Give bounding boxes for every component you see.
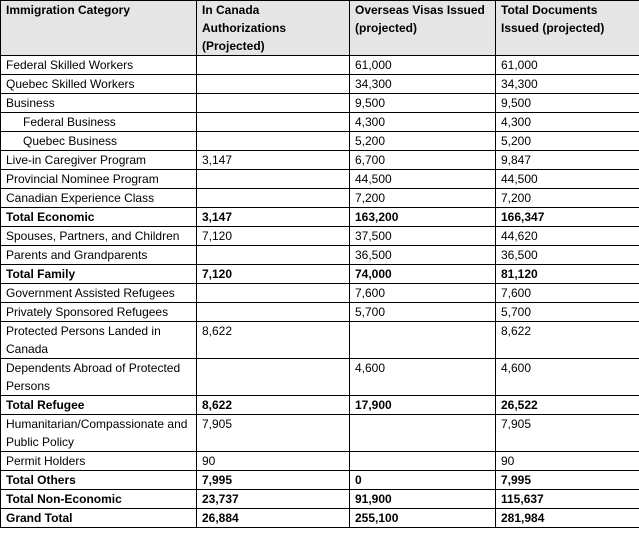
table-row <box>1 452 639 471</box>
category-cell: Quebec Skilled Workers <box>1 75 197 94</box>
in-canada-cell: 90 <box>197 452 350 471</box>
table-row <box>1 303 639 322</box>
total-cell: 115,637 <box>496 490 639 509</box>
category-cell: Business <box>1 94 197 113</box>
overseas-cell: 6,700 <box>350 151 496 170</box>
in-canada-cell <box>197 303 350 322</box>
in-canada-cell: 7,120 <box>197 227 350 246</box>
header-row <box>1 1 639 56</box>
overseas-cell: 17,900 <box>350 396 496 415</box>
category-cell: Total Non-Economic <box>1 490 197 509</box>
total-cell: 5,700 <box>496 303 639 322</box>
header-in-canada-authorizations: In Canada Authorizations (Projected) <box>197 1 350 56</box>
header-immigration-category: Immigration Category <box>1 1 197 56</box>
overseas-cell: 163,200 <box>350 208 496 227</box>
header-total-documents-issued: Total Documents Issued (projected) <box>496 1 639 56</box>
table-body <box>1 56 639 528</box>
table-row <box>1 227 639 246</box>
overseas-cell <box>350 415 496 452</box>
in-canada-cell: 23,737 <box>197 490 350 509</box>
category-cell: Grand Total <box>1 509 197 528</box>
total-cell: 4,300 <box>496 113 639 132</box>
overseas-cell <box>350 322 496 359</box>
in-canada-cell <box>197 94 350 113</box>
category-cell: Total Others <box>1 471 197 490</box>
category-cell: Humanitarian/Compassionate and Public Policy <box>1 415 197 452</box>
total-cell: 7,995 <box>496 471 639 490</box>
total-cell: 44,620 <box>496 227 639 246</box>
category-cell: Total Economic <box>1 208 197 227</box>
overseas-cell: 0 <box>350 471 496 490</box>
total-cell: 5,200 <box>496 132 639 151</box>
table-row <box>1 151 639 170</box>
category-cell: Protected Persons Landed in Canada <box>1 322 197 359</box>
total-cell: 81,120 <box>496 265 639 284</box>
table-row <box>1 415 639 452</box>
in-canada-cell <box>197 246 350 265</box>
total-cell: 166,347 <box>496 208 639 227</box>
table-row <box>1 170 639 189</box>
category-cell: Provincial Nominee Program <box>1 170 197 189</box>
total-cell: 7,600 <box>496 284 639 303</box>
total-cell: 9,500 <box>496 94 639 113</box>
table-row <box>1 284 639 303</box>
category-cell: Canadian Experience Class <box>1 189 197 208</box>
category-cell: Total Family <box>1 265 197 284</box>
total-cell: 26,522 <box>496 396 639 415</box>
overseas-cell: 7,600 <box>350 284 496 303</box>
category-cell: Federal Skilled Workers <box>1 56 197 75</box>
overseas-cell: 9,500 <box>350 94 496 113</box>
in-canada-cell <box>197 170 350 189</box>
overseas-cell: 4,300 <box>350 113 496 132</box>
header-overseas-visas-issued: Overseas Visas Issued (projected) <box>350 1 496 56</box>
overseas-cell: 34,300 <box>350 75 496 94</box>
in-canada-cell <box>197 359 350 396</box>
table-row <box>1 56 639 75</box>
overseas-cell: 44,500 <box>350 170 496 189</box>
total-cell: 61,000 <box>496 56 639 75</box>
total-cell: 36,500 <box>496 246 639 265</box>
total-row <box>1 396 639 415</box>
in-canada-cell <box>197 56 350 75</box>
table-row <box>1 189 639 208</box>
overseas-cell: 7,200 <box>350 189 496 208</box>
total-row <box>1 490 639 509</box>
overseas-cell: 36,500 <box>350 246 496 265</box>
total-cell: 4,600 <box>496 359 639 396</box>
in-canada-cell: 7,995 <box>197 471 350 490</box>
table-row <box>1 75 639 94</box>
overseas-cell: 5,700 <box>350 303 496 322</box>
overseas-cell: 255,100 <box>350 509 496 528</box>
in-canada-cell: 3,147 <box>197 208 350 227</box>
table-row <box>1 113 639 132</box>
category-cell: Permit Holders <box>1 452 197 471</box>
in-canada-cell: 7,905 <box>197 415 350 452</box>
total-cell: 281,984 <box>496 509 639 528</box>
in-canada-cell <box>197 284 350 303</box>
overseas-cell: 37,500 <box>350 227 496 246</box>
total-cell: 44,500 <box>496 170 639 189</box>
table-row <box>1 359 639 396</box>
overseas-cell: 4,600 <box>350 359 496 396</box>
total-cell: 8,622 <box>496 322 639 359</box>
table-row <box>1 246 639 265</box>
in-canada-cell: 3,147 <box>197 151 350 170</box>
total-row <box>1 509 639 528</box>
overseas-cell: 91,900 <box>350 490 496 509</box>
category-cell: Spouses, Partners, and Children <box>1 227 197 246</box>
total-cell: 7,905 <box>496 415 639 452</box>
table-row <box>1 132 639 151</box>
overseas-cell <box>350 452 496 471</box>
in-canada-cell: 8,622 <box>197 322 350 359</box>
total-cell: 7,200 <box>496 189 639 208</box>
total-cell: 9,847 <box>496 151 639 170</box>
in-canada-cell <box>197 189 350 208</box>
category-cell: Quebec Business <box>1 132 197 151</box>
in-canada-cell: 8,622 <box>197 396 350 415</box>
category-cell: Parents and Grandparents <box>1 246 197 265</box>
category-cell: Privately Sponsored Refugees <box>1 303 197 322</box>
category-cell: Live-in Caregiver Program <box>1 151 197 170</box>
table-row <box>1 322 639 359</box>
in-canada-cell <box>197 75 350 94</box>
overseas-cell: 5,200 <box>350 132 496 151</box>
overseas-cell: 61,000 <box>350 56 496 75</box>
in-canada-cell: 7,120 <box>197 265 350 284</box>
total-cell: 34,300 <box>496 75 639 94</box>
category-cell: Total Refugee <box>1 396 197 415</box>
total-row <box>1 265 639 284</box>
total-cell: 90 <box>496 452 639 471</box>
in-canada-cell <box>197 113 350 132</box>
in-canada-cell <box>197 132 350 151</box>
category-cell: Federal Business <box>1 113 197 132</box>
total-row <box>1 471 639 490</box>
in-canada-cell: 26,884 <box>197 509 350 528</box>
category-cell: Dependents Abroad of Protected Persons <box>1 359 197 396</box>
total-row <box>1 208 639 227</box>
category-cell: Government Assisted Refugees <box>1 284 197 303</box>
table-row <box>1 94 639 113</box>
overseas-cell: 74,000 <box>350 265 496 284</box>
